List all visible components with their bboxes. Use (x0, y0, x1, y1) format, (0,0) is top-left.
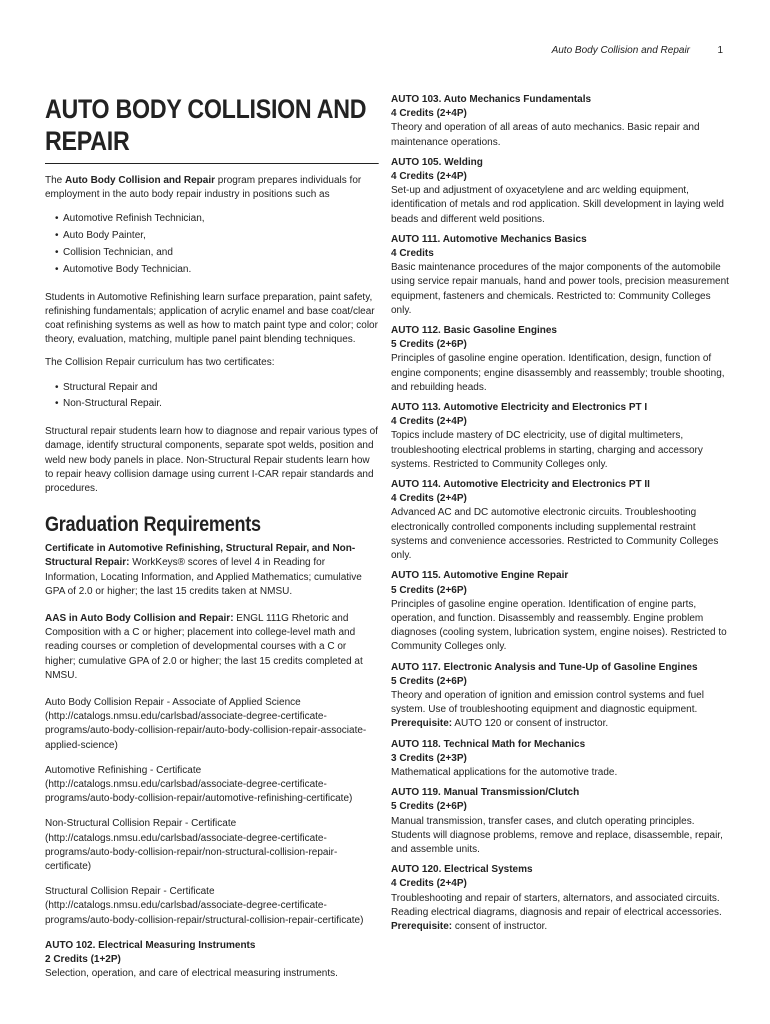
course-title: AUTO 118. Technical Math for Mechanics (391, 738, 586, 750)
intro-after: program prepares individuals for employment in the auto body repair industry in positions such as (45, 175, 362, 201)
course-credits: 3 Credits (2+3P) (391, 752, 467, 764)
course-entry (391, 401, 731, 472)
right-column (391, 93, 731, 940)
grad-aas-paragraph: AAS in Auto Body Collision and Repair: ENGL 111G Rhetoric and Composition with a C or higher; placement into college-level math and reading courses or completion of developmental courses with a C or higher; cumulative GPA of 2.0 or higher; the last 15 credits completed at NMSU. (45, 613, 363, 681)
course-title: AUTO 112. Basic Gasoline Engines (391, 325, 557, 337)
course-title: AUTO 103. Auto Mechanics Fundamentals (391, 94, 592, 105)
course-entry (391, 738, 731, 781)
course-credits: 5 Credits (2+6P) (391, 339, 467, 351)
list-item: • Non-Structural Repair. (55, 398, 162, 410)
course-credits: 5 Credits (2+6P) (391, 675, 467, 687)
course-description: Selection, operation, and care of electrical measuring instruments. (45, 968, 338, 980)
graduation-heading: Graduation Requirements (45, 513, 261, 537)
course-entry (391, 156, 731, 227)
course-entry (391, 661, 731, 732)
course-credits: 4 Credits (2+4P) (391, 108, 467, 120)
course-title: AUTO 117. Electronic Analysis and Tune-Up of Gasoline Engines (391, 661, 698, 673)
refinishing-paragraph: Students in Automotive Refinishing learn surface preparation, paint safety, refinishing fundamentals; application of acrylic enamel and base coat/clear coat refinishing systems as well as how to match paint type and color; color theory, evaluation, matching, multiple panel paint blending techniques. (45, 291, 378, 346)
list-item: • Structural Repair and (55, 381, 158, 393)
course-credits: 5 Credits (2+6P) (391, 801, 467, 813)
positions-list (45, 211, 378, 278)
list-item: • Automotive Refinish Technician, (55, 213, 205, 225)
course-credits: 4 Credits (2+4P) (391, 171, 467, 183)
course-description: Basic maintenance procedures of the major components of the automobile using service repair manuals, hand and power tools, precision measurement equipment, fasteners and chemicals. Restricted to: Community Colleges only. (391, 262, 729, 316)
running-header (0, 44, 770, 58)
course-credits: 4 Credits (2+4P) (391, 416, 467, 428)
structural-paragraph: Structural repair students learn how to diagnose and repair various types of damage, identify structural components, separate spot welds, position and weld new body panels in place. Non-Structural Repair students learn how to repair heavy collision damage using current I-CAR repair standards and procedures. (45, 426, 378, 495)
list-item: • Auto Body Painter, (55, 230, 146, 242)
list-item: • Collision Technician, and (55, 247, 173, 258)
intro-before: The (45, 175, 66, 186)
list-item: • Automotive Body Technician. (55, 263, 192, 275)
program-link[interactable]: Automotive Refinishing - Certificate (http://catalogs.nmsu.edu/carlsbad/associate-degree-certificate-programs/auto-body-collision-repair/automotive-refinishing-certificate) (45, 764, 353, 805)
program-link[interactable]: Non-Structural Collision Repair - Certificate (http://catalogs.nmsu.edu/carlsbad/associate-degree-certificate-programs/auto-body-collision-repair/non-structural-collision-repair-certificate) (45, 818, 338, 873)
course-description: Manual transmission, transfer cases, and clutch operating principles. Students will diagnose problems, remove and replace, disassemble, repair, and assemble units. (391, 815, 723, 855)
intro-program-name: Auto Body Collision and Repair (65, 175, 216, 186)
course-credits: 4 Credits (2+4P) (391, 878, 467, 890)
course-description: Advanced AC and DC automotive electronic circuits. Troubleshooting electronically controlled components including supplemental restraint systems and convenience accessories. Restricted to Community Colleges only. (391, 507, 719, 562)
left-column (45, 93, 378, 988)
course-credits: 5 Credits (2+6P) (391, 584, 467, 596)
course-title: AUTO 113. Automotive Electricity and Electronics PT I (391, 402, 648, 414)
course-credits: 4 Credits (391, 248, 434, 260)
course-entry (391, 863, 731, 934)
course-description: Topics include mastery of DC electricity, use of digital multimeters, troubleshooting electrical problems in starting, charging and accessory systems. Restricted to Community Colleges only. (391, 430, 703, 470)
intro-paragraph (45, 174, 378, 202)
course-description: Troubleshooting and repair of starters, alternators, and associated circuits. Reading electrical diagrams, diagnosis and repair of electrical accessories. (391, 892, 722, 918)
collision-intro: The Collision Repair curriculum has two certificates: (45, 357, 275, 369)
course-description: Principles of gasoline engine operation. Identification of engine parts, operation, and function. Disassembly and reassembly. Engine problem diagnoses (cooling system, lubrication system, engine noises). Restricted to Community Colleges only. (391, 598, 727, 653)
course-title: AUTO 102. Electrical Measuring Instruments (45, 939, 256, 951)
course-credits: 4 Credits (2+4P) (391, 493, 467, 505)
course-title: AUTO 119. Manual Transmission/Clutch (391, 787, 580, 799)
course-entry (391, 786, 731, 857)
course-title: AUTO 114. Automotive Electricity and Electronics PT II (391, 479, 650, 491)
program-link[interactable]: Auto Body Collision Repair - Associate of Applied Science (http://catalogs.nmsu.edu/carlsbad/associate-degree-certificate-programs/auto-body-collision-repair/auto-body-collision-repair-associate-applied-science) (45, 697, 367, 751)
course-entry (391, 324, 731, 395)
course-entry (45, 939, 378, 982)
certificates-list (45, 380, 378, 414)
course-description: Principles of gasoline engine operation. Identification, design, function of engine components; engine disassembly and reassembly; trouble shooting, and rebuilding heads. (391, 353, 725, 393)
course-title: AUTO 120. Electrical Systems (391, 864, 533, 876)
course-title: AUTO 115. Automotive Engine Repair (391, 570, 569, 582)
course-description: Mathematical applications for the automotive trade. (391, 766, 618, 778)
course-description: Theory and operation of ignition and emission control systems and fuel system. Use of troubleshooting equipment and diagnostic equipment. (391, 689, 704, 716)
running-header-title: Auto Body Collision and Repair (551, 45, 690, 56)
program-link[interactable]: Structural Collision Repair - Certificate (http://catalogs.nmsu.edu/carlsbad/associate-degree-certificate-programs/auto-body-collision-repair/structural-collision-repair-certificate) (45, 886, 364, 926)
course-entry (391, 478, 731, 563)
course-entry (391, 569, 731, 654)
course-entry (391, 233, 731, 318)
course-title: AUTO 105. Welding (391, 156, 483, 168)
course-description: Theory and operation of all areas of auto mechanics. Basic repair and maintenance operations. (391, 122, 700, 148)
course-entry (391, 93, 731, 150)
page-title: AUTO BODY COLLISION AND REPAIR (45, 93, 379, 164)
course-title: AUTO 111. Automotive Mechanics Basics (391, 233, 587, 245)
course-description: Set-up and adjustment of oxyacetylene and arc welding equipment, identification of metals and rod application. Skill development in laying weld beads and different weld positions. (391, 185, 724, 225)
page-number: 1 (717, 45, 723, 56)
course-prerequisite: Prerequisite: AUTO 120 or consent of instructor. (391, 718, 609, 730)
course-credits: 2 Credits (1+2P) (45, 954, 121, 966)
course-prerequisite: Prerequisite: consent of instructor. (391, 920, 548, 932)
grad-cert-paragraph: Certificate in Automotive Refinishing, Structural Repair, and Non-Structural Repair: WorkKeys® scores of level 4 in Reading for Information, Locating Information, and Applied Mathematics; cumulative GPA of 2.0 or higher; the last 15 credits taken at NMSU. (45, 543, 362, 597)
